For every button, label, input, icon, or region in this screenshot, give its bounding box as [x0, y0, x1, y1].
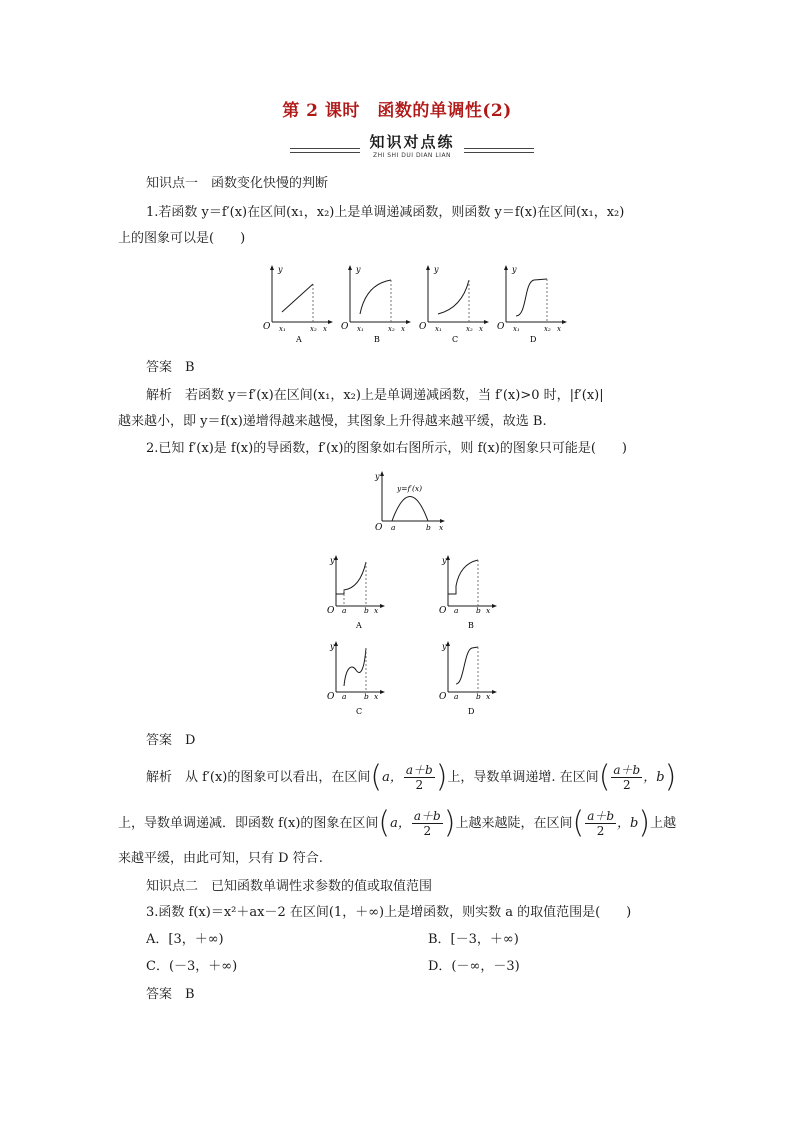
q2-explanation-line1: 解析 从 f′(x)的图象可以看出，在区间(a， $\frac{a+b}{2}$ )上，导数单调递增. 在区间( $\frac{a+b}{2}$ ，b): [146, 759, 677, 795]
q3-option-a: A．[3，＋∞): [146, 932, 224, 947]
svg-text:y: y: [330, 556, 335, 565]
svg-text:y: y: [442, 556, 447, 565]
fraction: $\frac{a+b}{2}$: [405, 763, 433, 792]
section-heading-1: 知识点一 函数变化快慢的判断: [146, 176, 329, 191]
svg-text:b: b: [364, 692, 369, 701]
origin-label: O: [263, 322, 271, 332]
q2-derivative-graph: [372, 468, 452, 534]
section-heading-2: 知识点二 已知函数单调性求参数的值或取值范围: [146, 879, 433, 894]
q3-option-d: D．(－∞，－3): [428, 959, 520, 974]
q1-explanation-line2: 越来越小，即 y＝f(x)递增得越来越慢，其图象上升得越来越平缓，故选 B.: [118, 414, 547, 429]
q3-option-c: C．(－3，＋∞): [146, 959, 238, 974]
svg-text:O: O: [439, 692, 447, 702]
q2-stem: 2.已知 f′(x)是 f(x)的导函数，f′(x)的图象如右图所示，则 f(x)的图象只可能是( ): [146, 441, 627, 456]
svg-text:x: x: [486, 606, 491, 615]
x2-label: x₂: [310, 325, 317, 333]
section-banner: [290, 134, 534, 164]
svg-text:a: a: [342, 692, 347, 701]
svg-text:x₂: x₂: [388, 325, 395, 333]
a-label: a: [391, 523, 396, 532]
q1-graph-d: [497, 265, 567, 344]
banner-pinyin: ZHI SHI DUI DIAN LIAN: [372, 152, 452, 159]
q2-explanation-line2: 上，导数单调递减．即函数 f(x)的图象在区间(a， $\frac{a+b}{2}$ )上越来越陡，在区间( $\frac{a+b}{2}$ ，b)上越: [118, 805, 677, 841]
svg-text:x₂: x₂: [466, 325, 473, 333]
q1-graph-c: [419, 265, 489, 344]
svg-text:x: x: [374, 606, 379, 615]
axis-y-label: y: [278, 265, 283, 274]
q2-option-graphs: [322, 550, 502, 720]
q2-label-c: C: [356, 707, 363, 716]
banner-label: [360, 134, 464, 162]
q3-answer: 答案 B: [146, 987, 195, 1002]
svg-text:x: x: [439, 523, 444, 532]
svg-text:x₁: x₁: [357, 325, 364, 333]
svg-text:O: O: [327, 692, 335, 702]
svg-text:x: x: [557, 325, 561, 333]
svg-text:x: x: [401, 325, 405, 333]
svg-text:a: a: [454, 692, 459, 701]
q1-graph-a: [263, 265, 333, 344]
svg-text:O: O: [419, 322, 427, 332]
svg-text:x: x: [479, 325, 483, 333]
q1-label-d: D: [530, 335, 537, 344]
q3-option-b: B．[－3，＋∞): [428, 932, 519, 947]
svg-text:x₁: x₁: [513, 325, 520, 333]
svg-text:O: O: [497, 322, 505, 332]
curve-label: y=f′(x): [397, 484, 423, 493]
q2-graph-d: [439, 641, 497, 716]
q2-label-b: B: [468, 621, 474, 630]
q2-graph-a: [327, 555, 385, 630]
banner-title: 知识对点练: [369, 133, 455, 151]
svg-text:x: x: [486, 692, 491, 701]
q2-explanation-line3: 来越平缓，由此可知，只有 D 符合.: [118, 851, 323, 866]
q1-stem-line2: 上的图象可以是( ): [118, 231, 246, 246]
svg-text:b: b: [364, 606, 369, 615]
fraction: $\frac{a+b}{2}$: [587, 809, 615, 838]
q1-option-graphs: [260, 262, 570, 346]
svg-text:O: O: [341, 322, 349, 332]
svg-text:x₂: x₂: [544, 325, 551, 333]
svg-text:y: y: [330, 642, 335, 651]
x1-label: x₁: [279, 325, 286, 333]
page-title: 第 2 课时 函数的单调性(2): [282, 101, 512, 121]
svg-text:a: a: [342, 606, 347, 615]
axis-x-label: x: [323, 325, 327, 333]
q1-label-b: B: [374, 335, 380, 344]
q1-label-a: A: [296, 335, 302, 344]
svg-text:a: a: [454, 606, 459, 615]
fraction: $\frac{a+b}{2}$: [413, 809, 441, 838]
svg-text:O: O: [327, 606, 335, 616]
q3-stem: 3.函数 f(x)＝x²＋ax－2 在区间(1，＋∞)上是增函数，则实数 a 的取值范围是( ): [146, 905, 632, 920]
q1-label-c: C: [452, 335, 459, 344]
q2-label-a: A: [356, 621, 362, 630]
svg-text:y: y: [512, 265, 517, 274]
q2-label-d: D: [468, 707, 475, 716]
svg-text:b: b: [476, 606, 481, 615]
svg-text:y: y: [375, 472, 380, 481]
b-label: b: [426, 523, 431, 532]
q1-explanation-line1: 解析 若函数 y＝f′(x)在区间(x₁，x₂)上是单调递减函数，当 f′(x)>0 时，|f′(x)|: [146, 388, 604, 403]
q2-graph-c: [327, 641, 385, 716]
svg-text:x: x: [374, 692, 379, 701]
svg-text:x₁: x₁: [435, 325, 442, 333]
svg-text:O: O: [375, 523, 383, 533]
svg-text:y: y: [442, 642, 447, 651]
q1-stem-line1: 1.若函数 y＝f′(x)在区间(x₁，x₂)上是单调递减函数，则函数 y＝f(x)在区间(x₁，x₂): [146, 205, 625, 220]
svg-text:y: y: [434, 265, 439, 274]
q1-graph-b: [341, 265, 411, 344]
svg-text:y: y: [356, 265, 361, 274]
fraction: $\frac{a+b}{2}$: [613, 763, 641, 792]
q2-graph-b: [439, 555, 497, 630]
svg-text:b: b: [476, 692, 481, 701]
q2-answer: 答案 D: [146, 733, 196, 748]
q1-answer: 答案 B: [146, 360, 195, 375]
svg-text:O: O: [439, 606, 447, 616]
